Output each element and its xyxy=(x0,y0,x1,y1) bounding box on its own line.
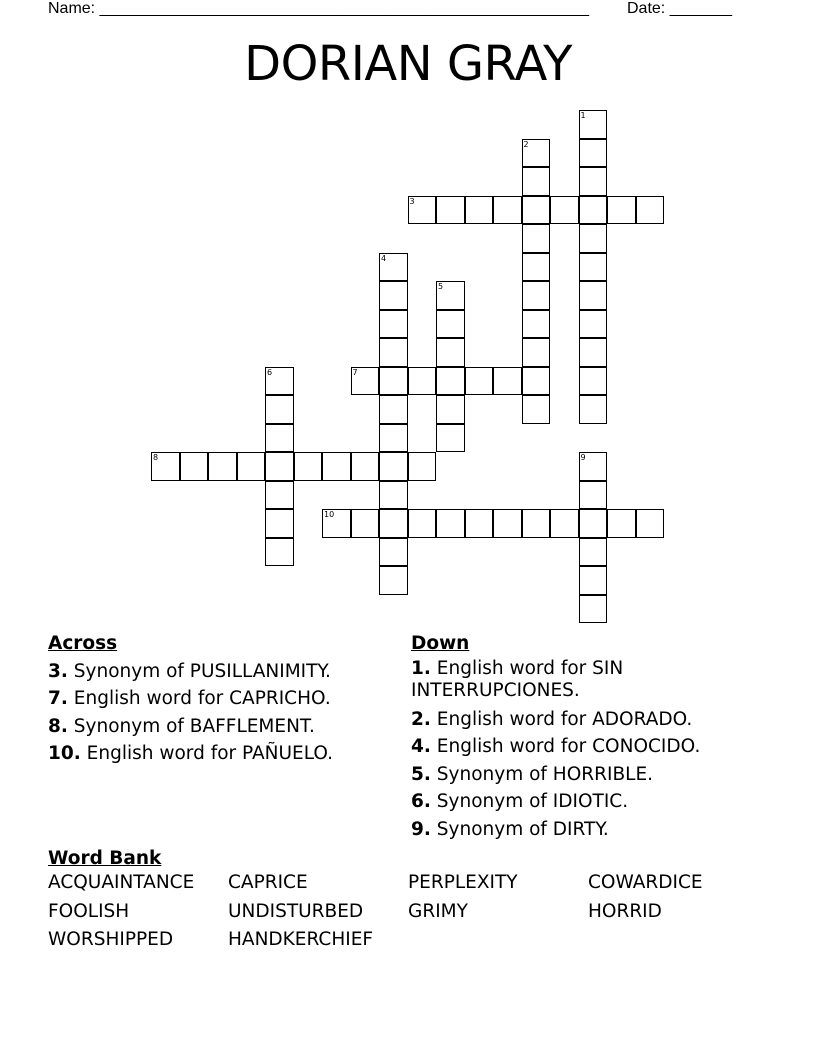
grid-cell[interactable] xyxy=(522,224,551,253)
down-clues xyxy=(411,630,771,843)
grid-cell[interactable] xyxy=(522,509,551,538)
grid-cell[interactable] xyxy=(436,424,465,453)
down-clue xyxy=(411,788,771,816)
grid-cell[interactable] xyxy=(579,395,608,424)
grid-cell[interactable] xyxy=(265,538,294,567)
grid-cell[interactable] xyxy=(465,367,494,396)
grid-cell[interactable] xyxy=(607,196,636,225)
grid-cell[interactable] xyxy=(265,452,294,481)
grid-cell[interactable] xyxy=(408,509,437,538)
down-clue xyxy=(411,733,771,761)
grid-cell[interactable] xyxy=(379,566,408,595)
grid-cell[interactable] xyxy=(493,367,522,396)
clue-number: 1. xyxy=(411,657,431,679)
cell-number: 3 xyxy=(409,196,415,206)
grid-cell[interactable] xyxy=(436,196,465,225)
grid-cell[interactable] xyxy=(522,338,551,367)
grid-cell[interactable] xyxy=(379,310,408,339)
grid-cell[interactable] xyxy=(579,338,608,367)
clue-number: 5. xyxy=(411,763,431,785)
puzzle-title: DORIAN GRAY xyxy=(244,36,572,92)
grid-cell[interactable] xyxy=(579,281,608,310)
grid-cell[interactable] xyxy=(379,281,408,310)
clue-text: Synonym of IDIOTIC. xyxy=(430,791,629,812)
grid-cell[interactable] xyxy=(379,395,408,424)
grid-cell[interactable] xyxy=(322,509,351,538)
across-clue xyxy=(48,713,398,741)
grid-cell[interactable] xyxy=(522,310,551,339)
down-heading: Down xyxy=(411,633,470,654)
grid-cell[interactable] xyxy=(465,196,494,225)
grid-cell[interactable] xyxy=(379,481,408,510)
clue-text: English word for CONOCIDO. xyxy=(430,736,701,757)
grid-cell[interactable] xyxy=(522,167,551,196)
grid-cell[interactable] xyxy=(436,281,465,310)
grid-cell[interactable] xyxy=(550,509,579,538)
clue-number: 2. xyxy=(411,708,431,730)
grid-cell[interactable] xyxy=(579,139,608,168)
grid-cell[interactable] xyxy=(493,196,522,225)
grid-cell[interactable] xyxy=(579,224,608,253)
down-clue xyxy=(411,761,771,789)
grid-cell[interactable] xyxy=(379,424,408,453)
clue-text: Synonym of HORRIBLE. xyxy=(430,763,654,785)
cell-number: 9 xyxy=(580,453,586,462)
cell-number: 7 xyxy=(352,367,358,377)
grid-cell[interactable] xyxy=(379,367,408,396)
word-bank-item: WORSHIPPED xyxy=(48,929,174,950)
word-bank-item: GRIMY xyxy=(408,901,468,922)
grid-cell[interactable] xyxy=(436,310,465,339)
clue-number: 4. xyxy=(411,736,431,757)
clue-number: 8. xyxy=(48,715,68,737)
grid-cell[interactable] xyxy=(265,424,294,453)
grid-cell[interactable] xyxy=(579,481,608,510)
cell-number: 8 xyxy=(153,453,159,462)
grid-cell[interactable] xyxy=(408,367,437,396)
clue-text: Synonym of PUSILLANIMITY. xyxy=(67,660,331,682)
grid-cell[interactable] xyxy=(522,367,551,396)
clue-number: 7. xyxy=(48,688,68,709)
clue-number: 6. xyxy=(411,791,431,812)
cell-number: 4 xyxy=(381,253,387,263)
grid-cell[interactable] xyxy=(436,395,465,424)
down-clue xyxy=(411,658,771,706)
across-clue xyxy=(48,685,398,713)
grid-cell[interactable] xyxy=(379,253,408,282)
grid-cell[interactable] xyxy=(579,566,608,595)
clue-text: Synonym of BAFFLEMENT. xyxy=(67,715,315,737)
clue-number: 3. xyxy=(48,660,68,682)
across-clues xyxy=(48,630,398,768)
cell-number: 6 xyxy=(267,367,273,377)
grid-cell[interactable] xyxy=(465,509,494,538)
cell-number: 2 xyxy=(523,139,529,149)
word-bank-heading: Word Bank xyxy=(48,848,162,869)
down-clue xyxy=(411,816,771,844)
word-bank-item: ACQUAINTANCE xyxy=(48,872,195,893)
grid-cell[interactable] xyxy=(579,167,608,196)
grid-cell[interactable] xyxy=(579,595,608,624)
clue-text: English word for PAÑUELO. xyxy=(80,743,334,764)
grid-cell[interactable] xyxy=(265,395,294,424)
cell-number: 1 xyxy=(580,111,586,120)
grid-cell[interactable] xyxy=(237,452,266,481)
grid-cell[interactable] xyxy=(493,509,522,538)
down-clue xyxy=(411,706,771,734)
word-bank-item: HANDKERCHIEF xyxy=(228,929,374,950)
word-bank-item: HORRID xyxy=(588,901,662,922)
grid-cell[interactable] xyxy=(550,196,579,225)
grid-cell[interactable] xyxy=(522,253,551,282)
grid-cell[interactable] xyxy=(379,452,408,481)
grid-cell[interactable] xyxy=(436,367,465,396)
grid-cell[interactable] xyxy=(294,452,323,481)
grid-cell[interactable] xyxy=(208,452,237,481)
word-bank-item: FOOLISH xyxy=(48,901,130,922)
grid-cell[interactable] xyxy=(579,310,608,339)
grid-cell[interactable] xyxy=(636,196,665,225)
grid-cell[interactable] xyxy=(636,509,665,538)
grid-cell[interactable] xyxy=(408,452,437,481)
word-bank-item: PERPLEXITY xyxy=(408,872,518,893)
grid-cell[interactable] xyxy=(579,367,608,396)
grid-cell[interactable] xyxy=(408,196,437,225)
grid-cell[interactable] xyxy=(579,452,608,481)
grid-cell[interactable] xyxy=(265,481,294,510)
clue-text: English word for CAPRICHO. xyxy=(67,688,331,709)
clue-number: 10. xyxy=(48,743,81,764)
across-clue xyxy=(48,740,398,768)
grid-cell[interactable] xyxy=(579,538,608,567)
clue-number: 9. xyxy=(411,818,431,840)
grid-cell[interactable] xyxy=(265,509,294,538)
grid-cell[interactable] xyxy=(579,253,608,282)
grid-cell[interactable] xyxy=(351,367,380,396)
grid-cell[interactable] xyxy=(351,452,380,481)
grid-cell[interactable] xyxy=(436,338,465,367)
word-bank-item: CAPRICE xyxy=(228,872,308,893)
across-heading: Across xyxy=(48,633,118,654)
word-bank-item: UNDISTURBED xyxy=(228,901,364,922)
grid-cell[interactable] xyxy=(579,110,608,139)
date-field-label: Date: _______ xyxy=(627,0,732,17)
clue-text: English word for SIN INTERRUPCIONES. xyxy=(411,657,624,701)
grid-cell[interactable] xyxy=(180,452,209,481)
grid-cell[interactable] xyxy=(379,509,408,538)
word-bank-item: COWARDICE xyxy=(588,872,703,893)
grid-cell[interactable] xyxy=(322,452,351,481)
name-field-label: Name: _______________________________________________________ xyxy=(48,0,589,17)
clue-text: Synonym of DIRTY. xyxy=(430,818,609,840)
grid-cell[interactable] xyxy=(265,367,294,396)
grid-cell[interactable] xyxy=(522,196,551,225)
grid-cell[interactable] xyxy=(522,395,551,424)
grid-cell[interactable] xyxy=(579,196,608,225)
grid-cell[interactable] xyxy=(151,452,180,481)
clue-text: English word for ADORADO. xyxy=(430,708,693,730)
grid-cell[interactable] xyxy=(351,509,380,538)
grid-cell[interactable] xyxy=(607,509,636,538)
grid-cell[interactable] xyxy=(522,281,551,310)
cell-number: 5 xyxy=(438,282,444,291)
across-clue xyxy=(48,658,398,686)
grid-cell[interactable] xyxy=(379,338,408,367)
grid-cell[interactable] xyxy=(579,509,608,538)
grid-cell[interactable] xyxy=(436,509,465,538)
cell-number: 10 xyxy=(324,510,335,519)
grid-cell[interactable] xyxy=(379,538,408,567)
grid-cell[interactable] xyxy=(522,139,551,168)
